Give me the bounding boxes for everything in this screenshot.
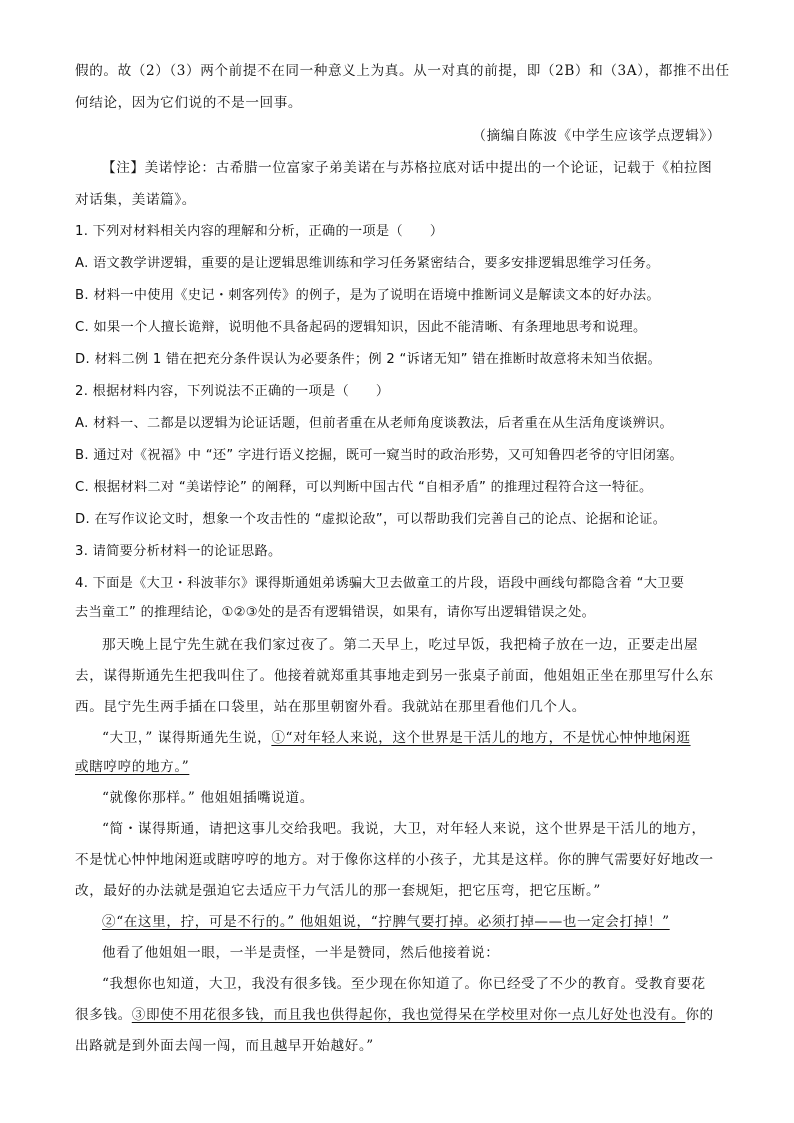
option-2c: C. 根据材料二对 “美诺悖论” 的阐释，可以判断中国古代 “自相矛盾” 的推理过程符合这一特征。 [75, 480, 653, 495]
passage-line: 不是忧心忡忡地闲逛或瞎哼哼的地方。对于像你这样的小孩子，尤其是这样。你的脾气需要好好地改一 [75, 852, 714, 868]
option-2a: A. 材料一、二都是以逻辑为论证话题，但前者重在从老师角度谈教法，后者重在从生活角度谈辨识。 [75, 416, 674, 431]
question-4: 4. 下面是《大卫・科波菲尔》课得斯通姐弟诱骗大卫去做童工的片段，语段中画线句都隐含着 “大卫要 [75, 576, 685, 591]
passage-line: “我想你也知道，大卫，我没有很多钱。至少现在你知道了。你已经受了不少的教育。受教育要花 [102, 976, 706, 992]
note-line: 【注】美诺悖论：古希腊一位富家子弟美诺在与苏格拉底对话中提出的一个论证，记载于《柏拉图 [102, 160, 713, 176]
underlined-sentence-1: ①“对年轻人来说，这个世界是干活儿的地方，不是忧心忡忡地闲逛 [271, 730, 691, 746]
option-2d: D. 在写作议论文时，想象一个攻击性的 “虚拟论敌”，可以帮助我们完善自己的论点、论据和论证。 [75, 512, 667, 527]
text-line: 何结论，因为它们说的不是一回事。 [75, 95, 303, 111]
question-2: 2. 根据材料内容，下列说法不正确的一项是（ ） [75, 384, 390, 399]
option-1b: B. 材料一中使用《史记・刺客列传》的例子，是为了说明在语境中推断词义是解读文本的好办法。 [75, 288, 660, 303]
passage-line: 去，谋得斯通先生把我叫住了。他接着就郑重其事地走到另一张桌子前面，他姐姐正坐在那里写什么东 [75, 668, 714, 684]
passage-text: 你的 [685, 1007, 714, 1023]
passage-line: 他看了他姐姐一眼，一半是责怪，一半是赞同，然后他接着说： [102, 945, 500, 961]
underlined-sentence-1-cont: 或瞎哼哼的地方。” [75, 759, 190, 775]
passage-line: 改，最好的办法就是强迫它去适应干力气活儿的那一套规矩，把它压弯，把它压断。” [75, 883, 601, 899]
note-line: 对话集，美诺篇》。 [75, 192, 196, 208]
passage-line: 西。昆宁先生两手插在口袋里，站在那里朝窗外看。我就站在那里看他们几个人。 [75, 699, 586, 715]
passage-line: “简・谋得斯通，请把这事儿交给我吧。我说，大卫，对年轻人来说，这个世界是干活儿的地方， [102, 821, 706, 837]
passage-line [102, 728, 721, 748]
question-4-cont: 去当童工” 的推理结论，①②③处的是否有逻辑错误，如果有，请你写出逻辑错误之处。 [75, 605, 596, 620]
passage-line: “就像你那样。” 他姐姐插嘴说道。 [102, 790, 314, 806]
option-1c: C. 如果一个人擅长诡辩，说明他不具备起码的逻辑知识，因此不能清晰、有条理地思考和说理。 [75, 320, 647, 335]
passage-line: 那天晚上昆宁先生就在我们家过夜了。第二天早上，吃过早饭，我把椅子放在一边，正要走出屋 [102, 637, 699, 653]
source-citation: （摘编自陈波《中学生应该学点逻辑》） [472, 128, 721, 144]
passage-line [75, 1005, 721, 1025]
underlined-sentence-2: ②“在这里，拧，可是不行的。” 他姐姐说，“拧脾气要打掉。必须打掉——也一定会打掉！” [102, 914, 670, 930]
passage-text: 很多钱。 [75, 1007, 132, 1023]
option-2b: B. 通过对《祝福》中 “还” 字进行语义挖掘，既可一窥当时的政治形势，又可知鲁四老爷的守旧闭塞。 [75, 448, 684, 463]
passage-line: 出路就是到外面去闯一闯，而且越早开始越好。” [75, 1038, 374, 1054]
question-3: 3. 请简要分析材料一的论证思路。 [75, 544, 282, 559]
option-1a: A. 语文教学讲逻辑，重要的是让逻辑思维训练和学习任务紧密结合，要多安排逻辑思维学习任务。 [75, 256, 660, 271]
underlined-sentence-3: ③即使不用花很多钱，而且我也供得起你，我也觉得呆在学校里对你一点儿好处也没有。 [131, 1007, 686, 1023]
option-1d: D. 材料二例 1 错在把充分条件误认为必要条件；例 2 “诉诸无知” 错在推断时故意将未知当依据。 [75, 352, 662, 367]
question-1: 1. 下列对材料相关内容的理解和分析，正确的一项是（ ） [75, 224, 444, 239]
text-line: 假的。故（2）（3）两个前提不在同一种意义上为真。从一对真的前提，即（2B）和（3A），都推不出任 [75, 63, 730, 79]
passage-text: “大卫，” 谋得斯通先生说， [102, 730, 272, 746]
